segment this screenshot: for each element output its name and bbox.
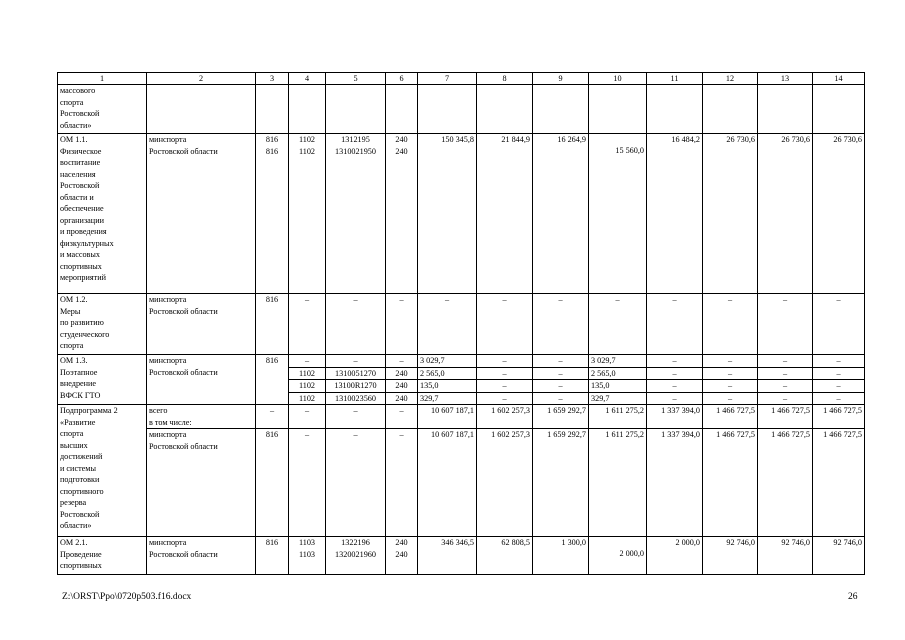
name-line: организации: [60, 215, 104, 225]
dash-cell: –: [418, 294, 477, 355]
executor-cell: всего в том числе:: [147, 405, 256, 429]
page-number: 26: [848, 592, 858, 602]
program-name-cell: [58, 85, 147, 134]
table-row: 1102 13100R1270 240 135,0 – – 135,0 – – – –: [58, 380, 865, 393]
executor-cell: минспорта Ростовской области: [147, 429, 256, 537]
value-cell: 26 730,6: [703, 134, 758, 294]
dash-cell: –: [289, 294, 326, 355]
col-header: 3: [256, 73, 289, 85]
name-line: Ростовской: [60, 181, 100, 190]
col-header: 13: [758, 73, 813, 85]
table-row: Подпрограмма 2 «Развитие спорта высших достижений и системы подготовки спортивного резерва Ростовской области» всего в том числе: – – – – 10 607 187,1 1 602 257,3 1 659 292,7 1 611 275,2 1 337 394,0 1 466 727,5 1 466 727,5 1 466 727,5: [58, 405, 865, 429]
dash-cell: –: [386, 294, 418, 355]
col-header: 1: [58, 73, 147, 85]
col-header: 12: [703, 73, 758, 85]
name-line: спортивных: [60, 261, 102, 271]
name-line: области»: [60, 120, 92, 130]
program-name-cell: Подпрограмма 2 «Развитие спорта высших достижений и системы подготовки спортивного резерва Ростовской области»: [58, 405, 147, 537]
name-line: мероприятий: [60, 273, 106, 282]
budget-table: [57, 72, 865, 575]
program-name-cell: ОМ 1.2. Меры по развитию студенческого спорта: [58, 294, 147, 355]
table-row: минспорта Ростовской области 816 – – – 10 607 187,1 1 602 257,3 1 659 292,7 1 611 275,2 1 337 394,0 1 466 727,5 1 466 727,5 1 466 727,5: [58, 429, 865, 537]
table-row: [58, 294, 865, 355]
program-name-cell: [58, 134, 147, 294]
name-line: Ростовской: [60, 109, 100, 118]
header-row: [58, 73, 865, 85]
col-header: 8: [477, 73, 533, 85]
dash-cell: –: [647, 294, 703, 355]
dash-cell: –: [703, 294, 758, 355]
name-line: области и: [60, 192, 94, 202]
table-row: 1102 1310023560 240 329,7 – – 329,7 – – – –: [58, 392, 865, 405]
col-header: 11: [647, 73, 703, 85]
value-cell: 16 264,9: [533, 134, 589, 294]
grbs-cell: 816 816: [256, 134, 289, 294]
col-header: 6: [386, 73, 418, 85]
col-header: 10: [589, 73, 647, 85]
table-row: ОМ 2.1. Проведение спортивных минспорта Ростовской области 816 1103 1103 1322196 1320021960 240 240 346 346,5 62 808,5 1 300,0 2 000,0 2 000,0 92 746,0 92 746,0 92 746,0: [58, 537, 865, 575]
name-line: населения: [60, 169, 96, 179]
target-article-cell: 1312195 1310021950: [326, 134, 386, 294]
table-row: 1102 1310051270 240 2 565,0 – – 2 565,0 – – – –: [58, 367, 865, 380]
table-row: ОМ 1.3. Поэтапное внедрение ВФСК ГТО минспорта Ростовской области 816 – – – 3 029,7 – – 3 029,7 – – – –: [58, 355, 865, 368]
value-cell: 26 730,6: [813, 134, 865, 294]
name-line: физкультурных: [60, 238, 114, 248]
col-header: 2: [147, 73, 256, 85]
section-cell: 1102 1102: [289, 134, 326, 294]
value-cell: 150 345,8: [418, 134, 477, 294]
executor-cell: минспорта Ростовской области: [147, 537, 256, 575]
col-header: 14: [813, 73, 865, 85]
dash-cell: –: [326, 294, 386, 355]
executor-cell: минспорта Ростовской области: [147, 134, 256, 294]
value-cell: 26 730,6: [758, 134, 813, 294]
name-line: спорта: [60, 97, 84, 107]
name-line: массового: [60, 86, 96, 95]
value-cell: 15 560,0: [589, 134, 647, 294]
grbs-cell: 816: [256, 355, 289, 405]
name-line: и проведения: [60, 227, 107, 236]
col-header: 9: [533, 73, 589, 85]
file-path: Z:\ORST\Ppo\0720p503.f16.docx: [62, 592, 192, 602]
expense-type-cell: 240 240: [386, 134, 418, 294]
executor-cell: минспорта Ростовской области: [147, 355, 256, 405]
col-header: 5: [326, 73, 386, 85]
name-line: воспитание: [60, 158, 101, 167]
name-line: ОМ 1.1.: [60, 135, 88, 144]
dash-cell: –: [589, 294, 647, 355]
dash-cell: –: [477, 294, 533, 355]
program-name-cell: ОМ 2.1. Проведение спортивных: [58, 537, 147, 575]
name-line: Физическое: [60, 146, 102, 156]
value-cell: 16 484,2: [647, 134, 703, 294]
grbs-cell: 816: [256, 294, 289, 355]
col-header: 7: [418, 73, 477, 85]
executor-cell: минспорта Ростовской области: [147, 294, 256, 355]
executor-cell: [147, 85, 256, 134]
col-header: 4: [289, 73, 326, 85]
dash-cell: –: [813, 294, 865, 355]
dash-cell: –: [533, 294, 589, 355]
dash-cell: –: [758, 294, 813, 355]
table-row: [58, 85, 865, 134]
name-line: и массовых: [60, 250, 101, 259]
value-cell: 21 844,9: [477, 134, 533, 294]
program-name-cell: ОМ 1.3. Поэтапное внедрение ВФСК ГТО: [58, 355, 147, 405]
table-row: [58, 134, 865, 294]
name-line: обеспечение: [60, 204, 104, 213]
